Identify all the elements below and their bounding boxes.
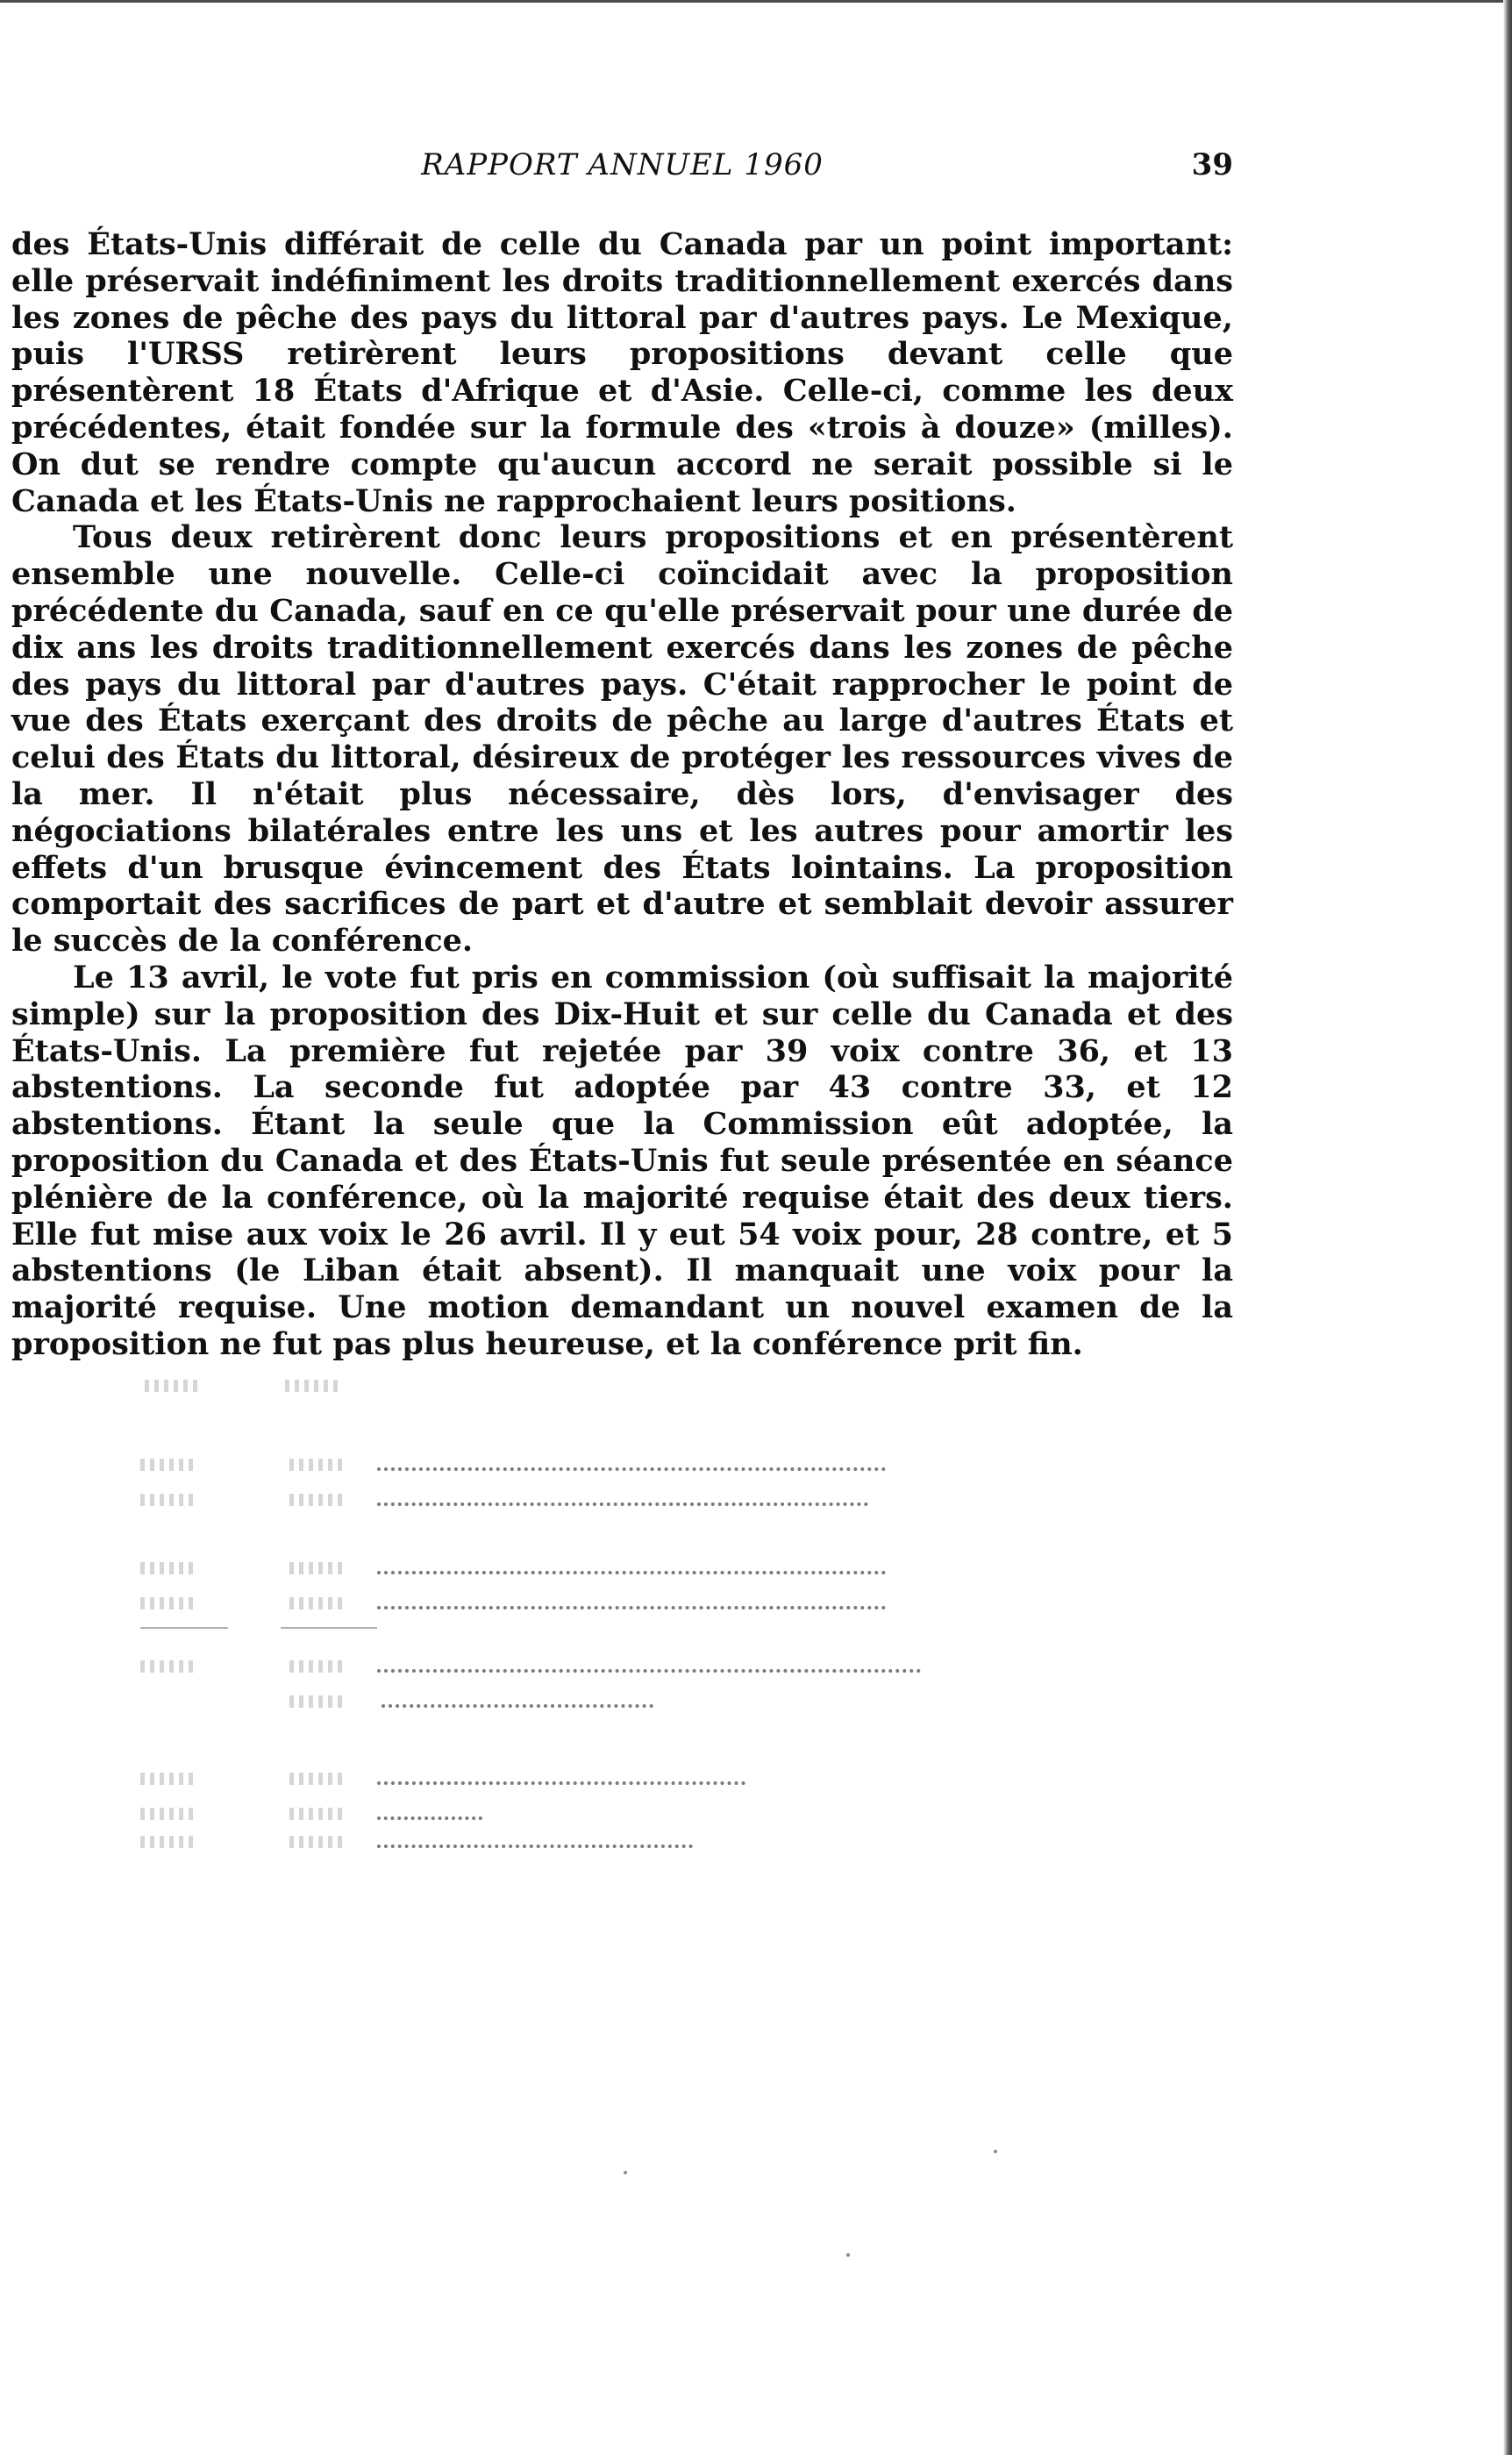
body-text xyxy=(11,226,1233,1363)
bleed-through-row xyxy=(132,1805,1140,1823)
scan-speck xyxy=(994,2150,997,2153)
bleed-through-row xyxy=(132,1595,1140,1612)
bleed-through-table xyxy=(132,1377,1228,1868)
bleed-through-row xyxy=(132,1491,1140,1509)
scan-top-border xyxy=(0,0,1512,3)
page-number: 39 xyxy=(1191,147,1233,182)
bleed-through-rule xyxy=(140,1627,228,1629)
page-header xyxy=(11,147,1233,191)
bleed-through-row xyxy=(132,1770,1140,1788)
bleed-through-row xyxy=(132,1693,1140,1710)
bleed-through-row xyxy=(132,1377,1140,1395)
bleed-through-row xyxy=(132,1833,1140,1851)
scan-speck xyxy=(846,2253,850,2257)
running-title: RAPPORT ANNUEL 1960 xyxy=(421,147,824,182)
bleed-through-row xyxy=(132,1559,1140,1577)
scan-speck xyxy=(624,2171,627,2174)
paragraph-vote-results: Le 13 avril, le vote fut pris en commission (où suffisait la majorité simple) sur la proposition des Dix-Huit et sur celle du Canada et des États-Unis. La première fut rejetée par 39 voix contre 36, et 13 abstentions. La seconde fut adoptée par 43 contre 33, et 12 abstentions. Étant la seule que la Commission eût adoptée, la proposition du Canada et des États-Unis fut seule présentée en séance plénière de la conférence, où la majorité requise était des deux tiers. Elle fut mise aux voix le 26 avril. Il y eut 54 voix pour, 28 contre, et 5 abstentions (le Liban était absent). Il manquait une voix pour la majorité requise. Une motion demandant un nouvel examen de la proposition ne fut pas plus heureuse, et la conférence prit fin. xyxy=(11,959,1233,1362)
paragraph-continuation: des États-Unis différait de celle du Canada par un point important: elle préservait indéfiniment les droits traditionnellement exercés dans les zones de pêche des pays du littoral par d'autres pays. Le Mexique, puis l'URSS retirèrent leurs propositions devant celle que présentèrent 18 États d'Afrique et d'Asie. Celle-ci, comme les deux précédentes, était fondée sur la formule des «trois à douze» (milles). On dut se rendre compte qu'aucun accord ne serait possible si le Canada et les États-Unis ne rapprochaient leurs positions. xyxy=(11,226,1233,519)
scan-page-edge xyxy=(1503,0,1512,2455)
bleed-through-row xyxy=(132,1456,1140,1474)
bleed-through-row xyxy=(132,1658,1140,1675)
bleed-through-rule xyxy=(281,1627,377,1629)
paragraph-joint-proposal: Tous deux retirèrent donc leurs propositions et en présentèrent ensemble une nouvelle. Celle-ci coïncidait avec la proposition précédente du Canada, sauf en ce qu'elle préservait pour une durée de dix ans les droits traditionnellement exercés dans les zones de pêche des pays du littoral par d'autres pays. C'était rapprocher le point de vue des États exerçant des droits de pêche au large d'autres États et celui des États du littoral, désireux de protéger les ressources vives de la mer. Il n'était plus nécessaire, dès lors, d'envisager des négociations bilatérales entre les uns et les autres pour amortir les effets d'un brusque évincement des États lointains. La proposition comportait des sacrifices de part et d'autre et semblait devoir assurer le succès de la conférence. xyxy=(11,519,1233,960)
